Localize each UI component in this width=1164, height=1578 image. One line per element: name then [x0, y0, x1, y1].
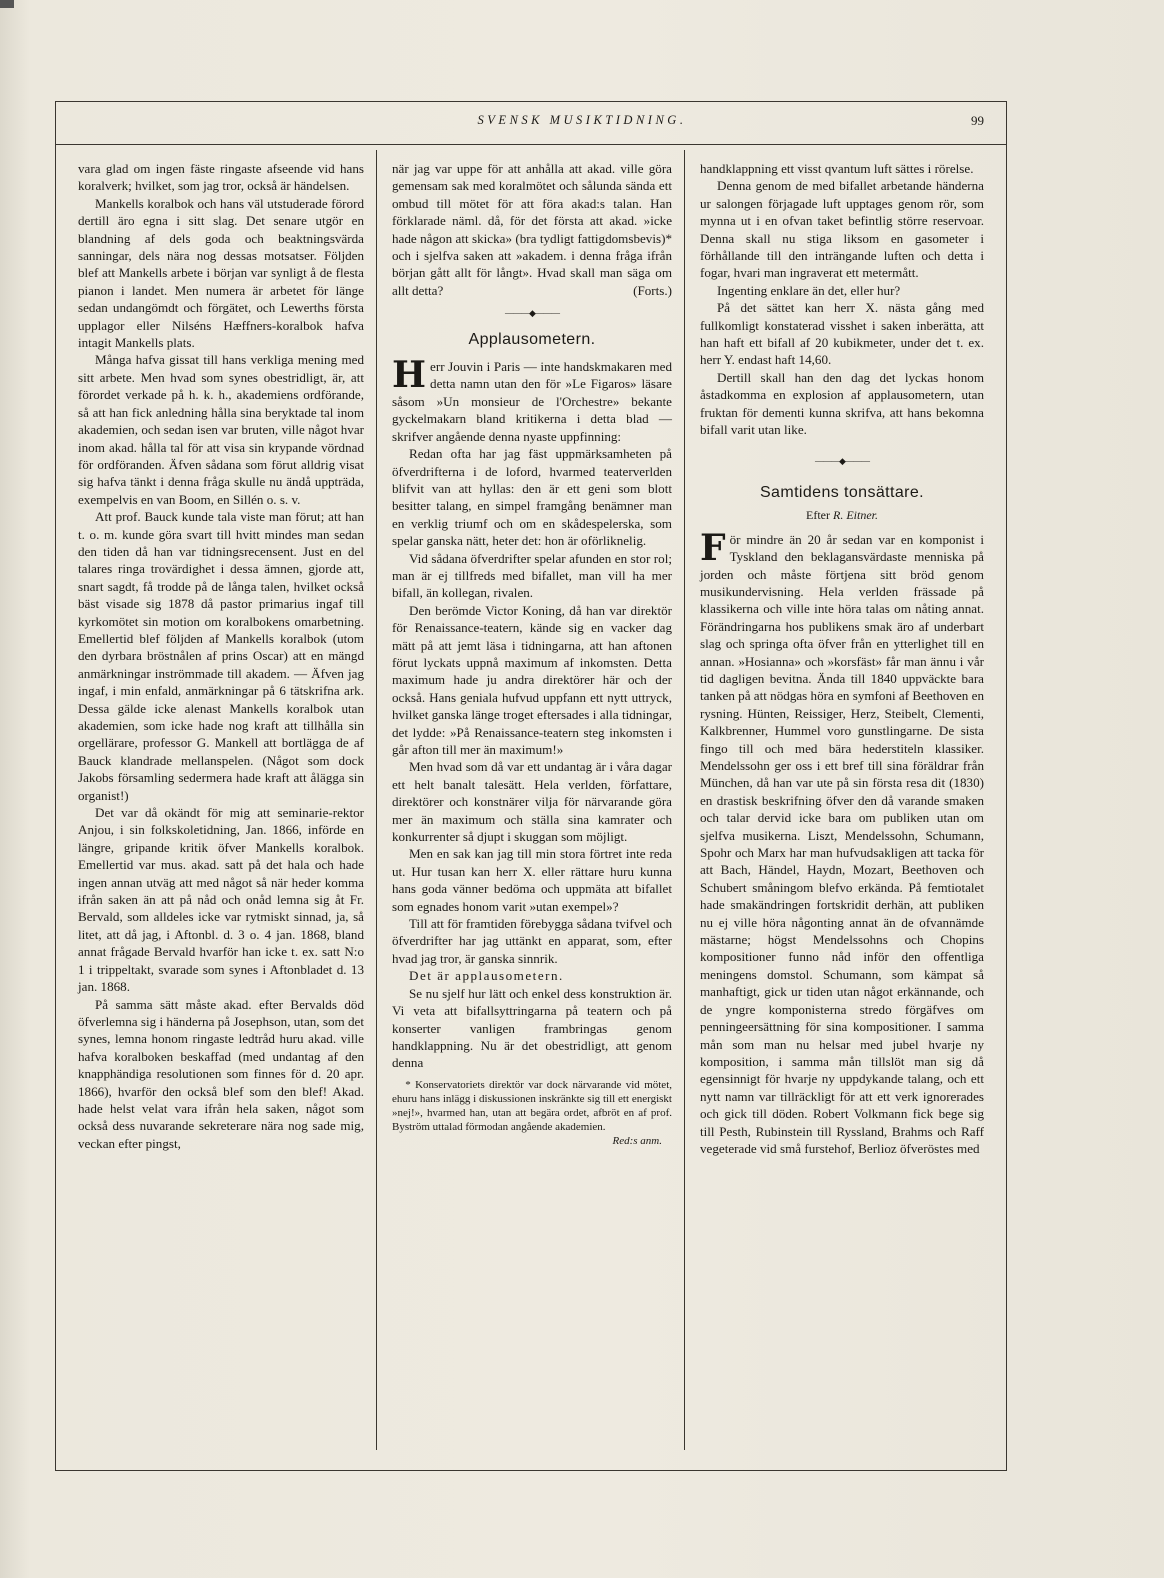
drop-cap: H	[392, 354, 427, 397]
column-2	[392, 160, 672, 1148]
paragraph-text: err Jouvin i Paris — inte handskmakaren med detta namn utan den för »Le Figaros» läsare såsom »Un monsieur de l'Orchestre» bekante gyckelmakarn bland kritikerna i detta blad — skrifver angående denna nyaste uppfinning:	[392, 359, 672, 444]
paragraph: Vid sådana öfverdrifter spelar afunden en stor rol; man är ej tillfreds med bifallet, man vill ha mer bifall, än kollegan, rivalen.	[392, 550, 672, 601]
byline-prefix: Efter	[806, 508, 830, 523]
column-3	[700, 160, 984, 1157]
byline	[700, 507, 984, 524]
paragraph: Redan ofta har jag fäst uppmärksamheten på öfverdrifterna i de loford, hvarmed teaterverlden blifvit van att hyllas: den är ett geni som blott besitter talang, en simpel framgång benämner man en verklig triumf och om en skådespelerska, som spelar ganska nätt, heter det: hon är oförliknelig.	[392, 446, 672, 549]
paragraph: Men en sak kan jag till min stora förtret inte reda ut. Hur tusan kan herr X. eller rättare huru kunna hans goda vänner bedöma och uppmäta att bifallet som egnades honom varit »utan exempel»?	[392, 846, 672, 914]
scan-corner-mark	[0, 0, 14, 8]
article-heading: Applausometern.	[468, 330, 596, 348]
column-rule-1	[376, 150, 377, 1450]
footnote-text: * Konservatoriets direktör var dock närvarande vid mötet, ehuru hans inlägg i diskussionen inskränkte sig till ett energiskt »nej!», hvarmed han, utan att begära ordet, afbröt en af prof. Byström uttalad förmodan angående akademien.	[392, 1078, 672, 1133]
footnote	[392, 1078, 672, 1148]
paragraph: handklappning ett visst qvantum luft sättes i rörelse.	[700, 161, 974, 176]
paragraph: Mankells koralbok och hans väl utstuderade förord dertill äro egna i sitt slag. Det senare utgör en blandning af dels goda och beaktningsvärda sanningar, dels nära nog dessas motsatser. Följden blef att Mankells arbete i början var synligt å de flesta pianon i landet. Men numera är arbetet för länge sedan undangömdt och förgätet, och Lewerths första upplagor eller Nilséns Hæffners-koralbok hafva intagit Mankells plats.	[78, 195, 364, 351]
footnote-signature: Red:s anm.	[612, 1134, 662, 1147]
paragraph-text: när jag var uppe för att anhålla att akad. ville göra gemensam sak med koralmötet och sålunda sända ett ombud till mötet för att föra akad:s talan. Han förklarade näml. då, för det första att akad. »icke hade någon att skicka» (bra tydligt fattigdomsbevis)* och i sjelfva saken att »akadem. i denna fråga ifrån början gått allt för långt». Hvad skall man säga om allt detta?	[392, 161, 672, 298]
paragraph: På det sättet kan herr X. nästa gång med fullkomligt konstaterad visshet i saken inberätta, att han haft ett bifall af 20 kubikmeter, under det t. ex. herr Y. endast haft 14,60.	[700, 300, 984, 368]
header-rule	[55, 144, 1007, 145]
paragraph	[700, 526, 984, 1158]
continued-paragraph	[392, 160, 672, 299]
page-number: 99	[971, 113, 984, 128]
paragraph: Se nu sjelf hur lätt och enkel dess konstruktion är. Vi veta att bifallsyttringarna på teatern och på konserter vanligen frambringas genom handklappning. Nu är det obestridligt, att genom denna	[392, 985, 672, 1071]
masthead: SVENSK MUSIKTIDNING.	[477, 113, 687, 127]
paragraph: Dertill skall han den dag det lyckas honom åstadkomma en explosion af applausometern, utan fruktan för dementi kunna skrifva, att hans bekomna bifall varit utan like.	[700, 369, 984, 438]
paragraph: Denna genom de med bifallet arbetande händerna ur salongen förjagade luft upptages genom rör, som mynna ut i en ofvan taket befintlig större reservoar. Denna skall nu stiga liksom en gasometer i förhållande till den inträngande luften och detta i fogar, hvari man ingraverat ett metermått.	[700, 178, 984, 281]
paragraph	[392, 354, 672, 445]
paragraph: Många hafva gissat till hans verkliga mening med sitt arbete. Men hvad som synes obestridligt, är, att förordet verkade på h. k. h., akademiens ordförande, så att han fick anledning hålla sina beryktade tal inom akademien, och sedan isen var bruten, ville något hvar inom akad. hålla tal för att visa sin krypande vördnad för ordföranden. Äfven sådana som förut alldrig visat sig hafva tänkt i denna fråga skulle nu ändå uppträda, exempelvis en van Boom, en Sillén o. s. v.	[78, 352, 364, 507]
byline-author: R. Eitner.	[832, 508, 878, 523]
paragraph-text: ör mindre än 20 år sedan var en komponist i Tyskland den beklagansvärdaste menniska på jorden och måste förtjena sitt bröd genom musikundervisning. Hela verlden frässade på klassikerna och ville inte höra talas om nåting annat. Förändringarna hos publikens smak äro af underbart slag och springa ofta öfver från en ytterlighet till en annan. »Hosianna» och »korsfäst» får man ännu i vår tid dagligen bevitna. Ända till 1840 uppväckte bara tanken på att nödgas höra en symfoni af Beethoven en rysning. Hünten, Reissiger, Herz, Steibelt, Clementi, Kalkbrenner, Hummel voro gunstlingarne. De sista fingo till och med bära hederstiteln klassiker. Mendelssohn ger oss i ett bref till sina föräldrar från München, då han var ute på sin första resa dit (1830) en drastisk beskrifning öfver den då varande smaken och talar dervid icke bara om publiken utan om sjelfva musikerna. Liszt, Mendelssohn, Schumann, Spohr och Marx har man hufvudsakligen att tacka för att Bach, Händel, Haydn, Mozart, Beethoven och Schubert småningom blefvo erkända. På femtiotalet hade smakändringen fortskridit derhän, att publiken nu ej ville höra någonting annat än de ofvannämde mästarne; högst Mendelssohns och Chopins kompositioner funno nåd inför den offentliga meningens domstol. Schumann, som kämpat så manhaftigt, gick ur tiden utan något erkännande, och de yngre komponisterna stredo förgäfves om penningeersättning för sina kompositioner. I samma mån som man nu helsar med jubel hvarje ny komposition, i samma mån tillslöt man sig då egensinnigt för hvarje ny uppdykande talang, och ett nytt namn var tillräckligt för att ett verk ignorerades och gick till döden. Robert Volkmann fick bege sig till Pesth, Rubinstein till Ryssland, Brahms och Raff vegeterade vid små furstehof, Berlioz öfveröstes med	[700, 531, 984, 1156]
column-rule-2	[684, 150, 685, 1450]
paragraph: Till att för framtiden förebygga sådana tvifvel och öfverdrifter har jag uttänkt en apparat, som, efter hvad jag tror, är ganska sinnrik.	[392, 916, 672, 966]
paragraph: Den berömde Victor Koning, då han var direktör för Renaissance-teatern, kände sig en vacker dag mätt på att jemt läsa i tidningarna, att han aftonen förut lyckats uppnå maximum af inkomsten. Detta maximum hade ju andra direktörer här och der också. Hans geniala hufvud uppfann ett nytt uttryck, hvilket ganska länge troget eftersades i alla tidningar, det lydde: »På Renaissance-teatern steg inkomsten i går afton till mer än maximum!»	[392, 602, 672, 757]
paragraph: Men hvad som då var ett undantag är i våra dagar ett helt banalt talesätt. Hela verlden, författare, direktörer och konstnärer vilja för närvarande göra mer än maximum och ställa sina kamrater och konkurrenter så djupt i skuggan som möjligt.	[392, 759, 672, 845]
section-separator: ———◆———	[505, 308, 559, 319]
paragraph: Ingenting enklare än det, eller hur?	[717, 282, 901, 298]
paragraph: Att prof. Bauck kunde tala viste man förut; att han t. o. m. kunde göra svart till hvitt mindes man sedan den tiden då han var tidningsrecensent. Just en del talares ringa trovärdighet i dessa ämnen, gjorde att, snart sagdt, få trodde på de långa talen, hvilket också bäst visade sig 1878 då pastor primarius ingaf till kyrkomötet sin motion om koralbokens omarbetning. Emellertid blef följden af Mankells koralbok (utom den dyrbara bröstnålen af prins Oscar) att en mängd anmärkningar inströmmade till akadem. — Äfven jag ingaf, i min enfald, anmärkningar på 6 tätskrifna ark. Dessa gälde icke alenast Mankells koralbok utan akademien, som icke hade nog kraft att tillhålla sin orgellärare, professor G. Mankell att bortlägga de af Bauck klandrade mellanspelen. (Något som dock Jakobs församling sedermera hade kraft att ålägga sin organist!)	[78, 509, 364, 803]
forts-marker: (Forts.)	[633, 282, 672, 298]
paragraph: På samma sätt måste akad. efter Bervalds död öfverlemna sig i händerna på Josephson, utan, som det synes, lemna honom ringaste ledtråd huru akad. ville hafva koralboken beskaffad (med undantag af den knapphändiga resolutionen som finnes för d. 20 apr. 1866), hvarför den också blef som den blef! Akad. hade helst velat vara ifrån hela saken, något som också dess nuvarande sekreterare nära nog sade mig, veckan efter pingst,	[78, 996, 364, 1151]
column-1	[78, 160, 364, 1152]
article-heading: Samtidens tonsättare.	[759, 483, 925, 501]
paragraph: Det var då okändt för mig att seminarie-rektor Anjou, i sin folkskoletidning, Jan. 1866, införde en längre, gripande kritik öfver Mankells koralbok. Emellertid var mus. akad. satt på det hala och hade ingen annan utväg att med något så när heder komma ifrån saken än att på nåd och onåd lemna sig åt Fr. Bervald, som alldeles icke var rytmiskt sinnad, ja, så litet, att då jag, i Aftonbl. d. 3 o. 4 jan. 1868, bland annat frågade Bervald hvarför han icke t. ex. satt N:o 1 i trippeltakt, svarade som synes i Aftonbladet d. 13 jan. 1868.	[78, 805, 364, 995]
paragraph: Det är applausometern.	[409, 968, 564, 984]
section-separator: ———◆———	[815, 455, 869, 466]
paragraph: vara glad om ingen fäste ringaste afseende vid hans koralverk; hvilket, som jag tror, också är händelsen.	[78, 161, 364, 194]
drop-cap: F	[700, 526, 726, 569]
